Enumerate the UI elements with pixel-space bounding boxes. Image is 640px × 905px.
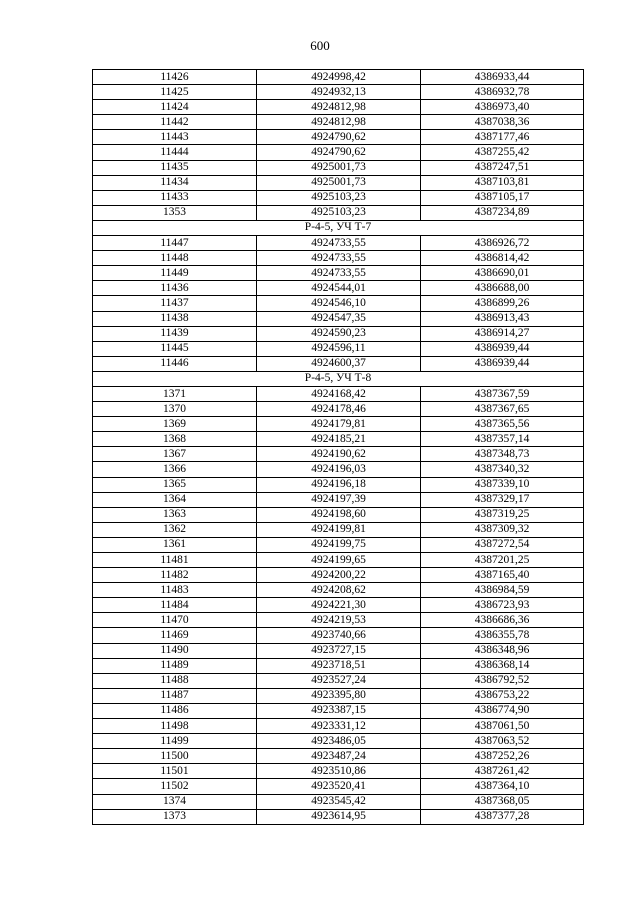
table-row <box>93 356 584 371</box>
y-coordinate-cell: 4387367,65 <box>421 402 584 417</box>
x-coordinate-cell: 4925001,73 <box>257 160 421 175</box>
x-coordinate-cell: 4924208,62 <box>257 583 421 598</box>
x-coordinate-cell: 4923527,24 <box>257 673 421 688</box>
x-coordinate-cell: 4924812,98 <box>257 100 421 115</box>
point-number-cell: 11437 <box>93 296 257 311</box>
point-number-cell: 1370 <box>93 402 257 417</box>
table-row <box>93 341 584 356</box>
x-coordinate-cell: 4924196,18 <box>257 477 421 492</box>
table-row <box>93 719 584 734</box>
point-number-cell: 11426 <box>93 70 257 85</box>
point-number-cell: 11488 <box>93 673 257 688</box>
x-coordinate-cell: 4924544,01 <box>257 281 421 296</box>
point-number-cell: 1353 <box>93 205 257 220</box>
table-row <box>93 583 584 598</box>
table-row <box>93 175 584 190</box>
x-coordinate-cell: 4923510,86 <box>257 764 421 779</box>
x-coordinate-cell: 4924197,39 <box>257 492 421 507</box>
x-coordinate-cell: 4924199,65 <box>257 553 421 568</box>
table-row <box>93 643 584 658</box>
y-coordinate-cell: 4386774,90 <box>421 703 584 718</box>
x-coordinate-cell: 4923486,05 <box>257 734 421 749</box>
table-row <box>93 553 584 568</box>
x-coordinate-cell: 4924200,22 <box>257 568 421 583</box>
x-coordinate-cell: 4924179,81 <box>257 417 421 432</box>
table-row <box>93 85 584 100</box>
section-heading: Р-4-5, УЧ Т-8 <box>93 371 584 386</box>
coordinates-table <box>92 69 584 825</box>
table-row <box>93 205 584 220</box>
point-number-cell: 11438 <box>93 311 257 326</box>
x-coordinate-cell: 4923331,12 <box>257 719 421 734</box>
x-coordinate-cell: 4925001,73 <box>257 175 421 190</box>
x-coordinate-cell: 4924733,55 <box>257 251 421 266</box>
table-row <box>93 628 584 643</box>
y-coordinate-cell: 4386348,96 <box>421 643 584 658</box>
x-coordinate-cell: 4924199,75 <box>257 537 421 552</box>
y-coordinate-cell: 4386723,93 <box>421 598 584 613</box>
table-row <box>93 251 584 266</box>
y-coordinate-cell: 4386690,01 <box>421 266 584 281</box>
y-coordinate-cell: 4386913,43 <box>421 311 584 326</box>
y-coordinate-cell: 4386926,72 <box>421 236 584 251</box>
point-number-cell: 11435 <box>93 160 257 175</box>
x-coordinate-cell: 4923727,15 <box>257 643 421 658</box>
y-coordinate-cell: 4387357,14 <box>421 432 584 447</box>
x-coordinate-cell: 4924733,55 <box>257 266 421 281</box>
table-row <box>93 70 584 85</box>
y-coordinate-cell: 4386899,26 <box>421 296 584 311</box>
y-coordinate-cell: 4387319,25 <box>421 507 584 522</box>
table-row <box>93 462 584 477</box>
point-number-cell: 1371 <box>93 386 257 401</box>
y-coordinate-cell: 4386933,44 <box>421 70 584 85</box>
y-coordinate-cell: 4386368,14 <box>421 658 584 673</box>
x-coordinate-cell: 4925103,23 <box>257 190 421 205</box>
point-number-cell: 11500 <box>93 749 257 764</box>
table-row <box>93 402 584 417</box>
table-row <box>93 794 584 809</box>
x-coordinate-cell: 4924168,42 <box>257 386 421 401</box>
point-number-cell: 11447 <box>93 236 257 251</box>
table-row <box>93 764 584 779</box>
y-coordinate-cell: 4387201,25 <box>421 553 584 568</box>
x-coordinate-cell: 4924198,60 <box>257 507 421 522</box>
table-row <box>93 658 584 673</box>
point-number-cell: 1368 <box>93 432 257 447</box>
table-row <box>93 688 584 703</box>
table-row <box>93 432 584 447</box>
table-row <box>93 537 584 552</box>
x-coordinate-cell: 4924932,13 <box>257 85 421 100</box>
table-row <box>93 507 584 522</box>
point-number-cell: 11469 <box>93 628 257 643</box>
point-number-cell: 11436 <box>93 281 257 296</box>
x-coordinate-cell: 4923740,66 <box>257 628 421 643</box>
x-coordinate-cell: 4924812,98 <box>257 115 421 130</box>
page-number: 600 <box>310 38 330 53</box>
table-row <box>93 673 584 688</box>
point-number-cell: 1373 <box>93 809 257 824</box>
y-coordinate-cell: 4386814,42 <box>421 251 584 266</box>
table-row <box>93 492 584 507</box>
point-number-cell: 1362 <box>93 522 257 537</box>
y-coordinate-cell: 4387364,10 <box>421 779 584 794</box>
x-coordinate-cell: 4925103,23 <box>257 205 421 220</box>
x-coordinate-cell: 4924790,62 <box>257 130 421 145</box>
y-coordinate-cell: 4387377,28 <box>421 809 584 824</box>
table-row <box>93 160 584 175</box>
table-row <box>93 749 584 764</box>
table-row <box>93 417 584 432</box>
x-coordinate-cell: 4923387,15 <box>257 703 421 718</box>
section-heading: Р-4-5, УЧ Т-7 <box>93 220 584 235</box>
y-coordinate-cell: 4387061,50 <box>421 719 584 734</box>
point-number-cell: 1366 <box>93 462 257 477</box>
point-number-cell: 11502 <box>93 779 257 794</box>
y-coordinate-cell: 4387272,54 <box>421 537 584 552</box>
y-coordinate-cell: 4386792,52 <box>421 673 584 688</box>
y-coordinate-cell: 4387368,05 <box>421 794 584 809</box>
point-number-cell: 11433 <box>93 190 257 205</box>
x-coordinate-cell: 4924221,30 <box>257 598 421 613</box>
x-coordinate-cell: 4924590,23 <box>257 326 421 341</box>
point-number-cell: 11439 <box>93 326 257 341</box>
y-coordinate-cell: 4387339,10 <box>421 477 584 492</box>
table-row <box>93 598 584 613</box>
point-number-cell: 11434 <box>93 175 257 190</box>
table-row <box>93 386 584 401</box>
y-coordinate-cell: 4387177,46 <box>421 130 584 145</box>
table-row <box>93 568 584 583</box>
x-coordinate-cell: 4923545,42 <box>257 794 421 809</box>
table-row <box>93 734 584 749</box>
table-row <box>93 115 584 130</box>
point-number-cell: 11443 <box>93 130 257 145</box>
y-coordinate-cell: 4387348,73 <box>421 447 584 462</box>
table-row <box>93 477 584 492</box>
y-coordinate-cell: 4387367,59 <box>421 386 584 401</box>
x-coordinate-cell: 4923614,95 <box>257 809 421 824</box>
y-coordinate-cell: 4387038,36 <box>421 115 584 130</box>
x-coordinate-cell: 4923487,24 <box>257 749 421 764</box>
x-coordinate-cell: 4924546,10 <box>257 296 421 311</box>
section-heading-row <box>93 220 584 235</box>
point-number-cell: 11487 <box>93 688 257 703</box>
y-coordinate-cell: 4386686,36 <box>421 613 584 628</box>
y-coordinate-cell: 4386688,00 <box>421 281 584 296</box>
y-coordinate-cell: 4387309,32 <box>421 522 584 537</box>
table-row <box>93 613 584 628</box>
y-coordinate-cell: 4387252,26 <box>421 749 584 764</box>
section-heading-row <box>93 371 584 386</box>
y-coordinate-cell: 4386914,27 <box>421 326 584 341</box>
point-number-cell: 1364 <box>93 492 257 507</box>
x-coordinate-cell: 4924185,21 <box>257 432 421 447</box>
y-coordinate-cell: 4387063,52 <box>421 734 584 749</box>
x-coordinate-cell: 4924998,42 <box>257 70 421 85</box>
table-row <box>93 266 584 281</box>
x-coordinate-cell: 4924547,35 <box>257 311 421 326</box>
table-row <box>93 703 584 718</box>
x-coordinate-cell: 4924790,62 <box>257 145 421 160</box>
point-number-cell: 11481 <box>93 553 257 568</box>
x-coordinate-cell: 4924199,81 <box>257 522 421 537</box>
point-number-cell: 11424 <box>93 100 257 115</box>
y-coordinate-cell: 4387105,17 <box>421 190 584 205</box>
point-number-cell: 11444 <box>93 145 257 160</box>
y-coordinate-cell: 4387255,42 <box>421 145 584 160</box>
point-number-cell: 11449 <box>93 266 257 281</box>
point-number-cell: 1363 <box>93 507 257 522</box>
point-number-cell: 11482 <box>93 568 257 583</box>
x-coordinate-cell: 4923520,41 <box>257 779 421 794</box>
point-number-cell: 11425 <box>93 85 257 100</box>
point-number-cell: 1374 <box>93 794 257 809</box>
x-coordinate-cell: 4924600,37 <box>257 356 421 371</box>
table-row <box>93 130 584 145</box>
x-coordinate-cell: 4924190,62 <box>257 447 421 462</box>
y-coordinate-cell: 4386355,78 <box>421 628 584 643</box>
point-number-cell: 11486 <box>93 703 257 718</box>
y-coordinate-cell: 4387365,56 <box>421 417 584 432</box>
x-coordinate-cell: 4924196,03 <box>257 462 421 477</box>
point-number-cell: 11489 <box>93 658 257 673</box>
y-coordinate-cell: 4386984,59 <box>421 583 584 598</box>
table-row <box>93 326 584 341</box>
point-number-cell: 11445 <box>93 341 257 356</box>
table-row <box>93 447 584 462</box>
x-coordinate-cell: 4924733,55 <box>257 236 421 251</box>
point-number-cell: 11442 <box>93 115 257 130</box>
point-number-cell: 11448 <box>93 251 257 266</box>
point-number-cell: 11490 <box>93 643 257 658</box>
x-coordinate-cell: 4924596,11 <box>257 341 421 356</box>
y-coordinate-cell: 4386939,44 <box>421 356 584 371</box>
y-coordinate-cell: 4386973,40 <box>421 100 584 115</box>
point-number-cell: 11484 <box>93 598 257 613</box>
table-row <box>93 100 584 115</box>
point-number-cell: 11501 <box>93 764 257 779</box>
table-row <box>93 190 584 205</box>
table-row <box>93 522 584 537</box>
point-number-cell: 11499 <box>93 734 257 749</box>
table-row <box>93 145 584 160</box>
y-coordinate-cell: 4386939,44 <box>421 341 584 356</box>
x-coordinate-cell: 4924178,46 <box>257 402 421 417</box>
y-coordinate-cell: 4386932,78 <box>421 85 584 100</box>
table-row <box>93 311 584 326</box>
x-coordinate-cell: 4923718,51 <box>257 658 421 673</box>
y-coordinate-cell: 4387340,32 <box>421 462 584 477</box>
y-coordinate-cell: 4386753,22 <box>421 688 584 703</box>
table-row <box>93 779 584 794</box>
table-row <box>93 809 584 824</box>
point-number-cell: 11498 <box>93 719 257 734</box>
table-row <box>93 296 584 311</box>
point-number-cell: 11470 <box>93 613 257 628</box>
point-number-cell: 1365 <box>93 477 257 492</box>
table-row <box>93 281 584 296</box>
point-number-cell: 11446 <box>93 356 257 371</box>
table-row <box>93 236 584 251</box>
y-coordinate-cell: 4387234,89 <box>421 205 584 220</box>
point-number-cell: 11483 <box>93 583 257 598</box>
x-coordinate-cell: 4923395,80 <box>257 688 421 703</box>
y-coordinate-cell: 4387329,17 <box>421 492 584 507</box>
y-coordinate-cell: 4387261,42 <box>421 764 584 779</box>
x-coordinate-cell: 4924219,53 <box>257 613 421 628</box>
y-coordinate-cell: 4387165,40 <box>421 568 584 583</box>
coordinates-table-body <box>93 70 584 825</box>
y-coordinate-cell: 4387103,81 <box>421 175 584 190</box>
y-coordinate-cell: 4387247,51 <box>421 160 584 175</box>
point-number-cell: 1367 <box>93 447 257 462</box>
point-number-cell: 1369 <box>93 417 257 432</box>
point-number-cell: 1361 <box>93 537 257 552</box>
